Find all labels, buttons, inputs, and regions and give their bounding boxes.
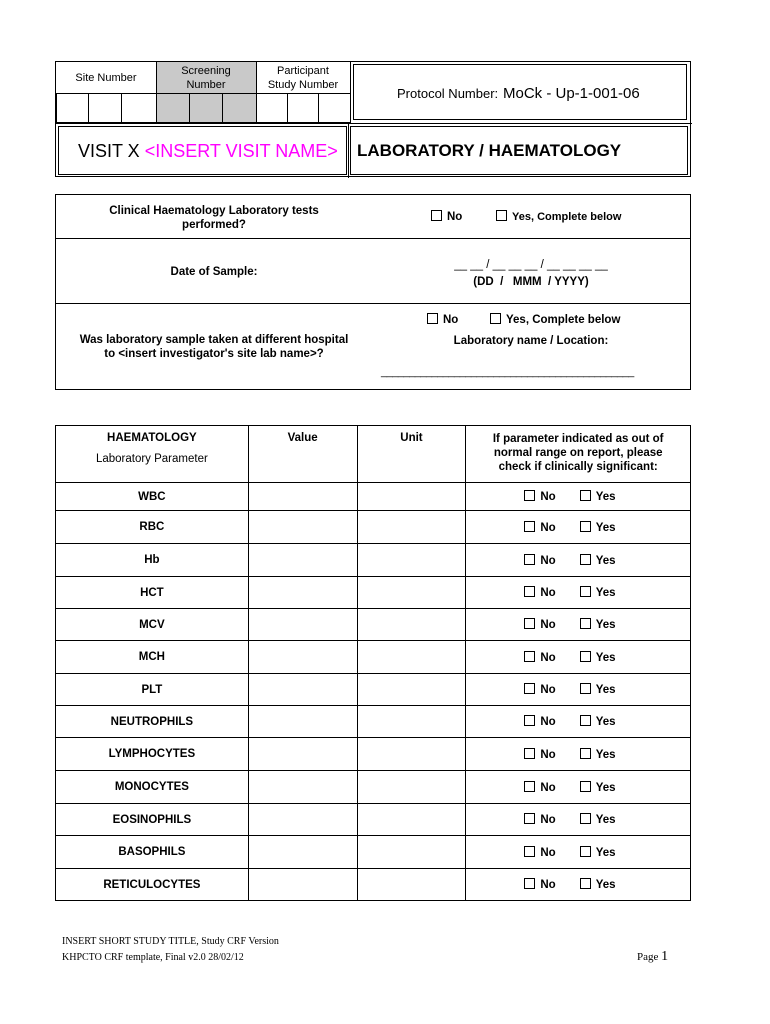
significant-yes-option[interactable] <box>580 491 616 503</box>
yes-label: Yes <box>595 651 616 664</box>
page-label: Page <box>637 951 659 963</box>
significant-yes-option[interactable] <box>580 814 616 826</box>
yes-label: Yes <box>595 587 616 599</box>
significant-no-option[interactable] <box>524 716 555 728</box>
unit-cell[interactable] <box>357 609 466 641</box>
checkbox-icon[interactable] <box>524 878 535 889</box>
checkbox-icon[interactable] <box>580 521 591 532</box>
significant-yes-option[interactable] <box>580 684 616 696</box>
date-of-sample-field[interactable]: __ __ / __ __ __ / __ __ __ __ <box>454 259 608 271</box>
significance-cell <box>466 738 691 771</box>
page-number: 1 <box>661 949 669 964</box>
significance-cell <box>466 836 691 869</box>
no-label: No <box>540 651 556 664</box>
parameter-name: MCV <box>56 609 249 641</box>
no-label: No <box>540 846 556 859</box>
site-number-box-3[interactable] <box>121 93 157 123</box>
value-cell[interactable] <box>248 706 357 738</box>
header-value: Value <box>248 426 357 483</box>
checkbox-icon[interactable] <box>580 846 591 857</box>
significant-yes-option[interactable] <box>580 847 616 859</box>
yes-label: Yes <box>595 846 616 859</box>
footer-study-title: INSERT SHORT STUDY TITLE, Study CRF Version <box>62 936 279 947</box>
value-cell[interactable] <box>248 641 357 674</box>
unit-cell[interactable] <box>357 483 466 511</box>
unit-cell[interactable] <box>357 511 466 544</box>
checkbox-icon[interactable] <box>431 210 442 221</box>
checkbox-icon[interactable] <box>524 586 535 597</box>
no-label: No <box>540 748 556 761</box>
significant-no-option[interactable] <box>524 749 555 761</box>
parameter-name: RBC <box>56 511 249 544</box>
yes-label: Yes <box>595 716 616 728</box>
crf-header <box>55 61 691 177</box>
yes-label: Yes <box>595 491 616 503</box>
unit-cell[interactable] <box>357 869 466 901</box>
significance-cell <box>466 609 691 641</box>
value-cell[interactable] <box>248 804 357 836</box>
footer-page <box>637 949 668 965</box>
no-label: No <box>540 521 556 534</box>
site-number-box-1[interactable] <box>56 93 89 123</box>
unit-cell[interactable] <box>357 544 466 577</box>
participant-number-box-1[interactable] <box>256 93 288 123</box>
value-cell[interactable] <box>248 869 357 901</box>
significance-cell <box>466 771 691 804</box>
table-row <box>56 804 691 836</box>
value-cell[interactable] <box>248 771 357 804</box>
significant-no-option[interactable] <box>524 619 555 631</box>
checkbox-icon[interactable] <box>524 651 535 662</box>
lab-location-label: Laboratory name / Location: <box>453 335 609 347</box>
yes-label: Yes <box>595 554 616 567</box>
yes-label: Yes <box>595 781 616 794</box>
parameter-name: NEUTROPHILS <box>56 706 249 738</box>
header-parameter <box>56 426 249 483</box>
unit-cell[interactable] <box>357 804 466 836</box>
yes-label: Yes <box>595 684 616 696</box>
tests-performed-label: Clinical Haematology Laboratory tests performed? <box>109 205 319 231</box>
value-cell[interactable] <box>248 483 357 511</box>
significant-yes-option[interactable] <box>580 749 616 761</box>
parameter-name: MONOCYTES <box>56 771 249 804</box>
lab-location-field[interactable]: _____________________________________________ <box>381 366 634 378</box>
checkbox-icon[interactable] <box>490 313 501 324</box>
significance-cell <box>466 483 691 511</box>
significant-no-option[interactable] <box>524 782 555 794</box>
significant-no-option[interactable] <box>524 587 555 599</box>
yes-label: Yes <box>595 748 616 761</box>
tests-performed-no[interactable]: No <box>431 210 462 223</box>
parameter-name: Hb <box>56 544 249 577</box>
parameter-name: LYMPHOCYTES <box>56 738 249 771</box>
parameter-name: RETICULOCYTES <box>56 869 249 901</box>
value-cell[interactable] <box>248 738 357 771</box>
visit-prefix: VISIT X <box>78 141 140 161</box>
checkbox-icon[interactable] <box>580 618 591 629</box>
significant-no-option[interactable] <box>524 652 555 664</box>
checkbox-icon[interactable] <box>496 210 507 221</box>
no-label: No <box>540 879 556 891</box>
unit-cell[interactable] <box>357 674 466 706</box>
significant-yes-option[interactable] <box>580 619 616 631</box>
header-param-title: HAEMATOLOGY <box>107 432 197 444</box>
yes-label: Yes <box>595 619 616 631</box>
no-label: No <box>540 619 556 631</box>
checkbox-icon[interactable] <box>524 683 535 694</box>
checkbox-icon[interactable] <box>580 651 591 662</box>
table-header-row <box>56 426 691 483</box>
screening-number-label: Screening Number <box>181 65 231 91</box>
value-cell[interactable] <box>248 674 357 706</box>
table-row <box>56 483 691 511</box>
participant-study-number-label: Participant Study Number <box>267 65 339 91</box>
protocol-box <box>350 62 690 124</box>
checkbox-icon[interactable] <box>580 715 591 726</box>
significance-cell <box>466 544 691 577</box>
significant-yes-option[interactable] <box>580 716 616 728</box>
unit-cell[interactable] <box>357 577 466 609</box>
significance-cell <box>466 511 691 544</box>
no-label: No <box>540 491 556 503</box>
screening-number-box-3[interactable] <box>222 93 257 123</box>
footer-template-version: KHPCTO CRF template, Final v2.0 28/02/12 <box>62 952 244 963</box>
significant-yes-option[interactable] <box>580 522 616 534</box>
no-label: No <box>540 814 556 826</box>
table-row <box>56 836 691 869</box>
checkbox-icon[interactable] <box>524 715 535 726</box>
parameter-name: EOSINOPHILS <box>56 804 249 836</box>
parameter-name: MCH <box>56 641 249 674</box>
significant-yes-option[interactable] <box>580 555 616 567</box>
significant-no-option[interactable] <box>524 522 555 534</box>
parameter-name: WBC <box>56 483 249 511</box>
significance-cell <box>466 674 691 706</box>
checkbox-icon[interactable] <box>580 683 591 694</box>
significant-no-option[interactable] <box>524 879 555 891</box>
no-label: No <box>540 716 556 728</box>
checkbox-icon[interactable] <box>524 813 535 824</box>
significant-yes-option[interactable] <box>580 587 616 599</box>
value-cell[interactable] <box>248 511 357 544</box>
checkbox-icon[interactable] <box>427 313 438 324</box>
protocol-label: Protocol Number: <box>397 86 499 101</box>
table-row <box>56 641 691 674</box>
parameter-name: HCT <box>56 577 249 609</box>
significant-no-option[interactable] <box>524 555 555 567</box>
checkbox-icon[interactable] <box>580 813 591 824</box>
yes-label: Yes <box>595 814 616 826</box>
site-number-box-2[interactable] <box>88 93 122 123</box>
haematology-table <box>55 425 691 901</box>
table-row <box>56 771 691 804</box>
participant-number-box-3[interactable] <box>318 93 351 123</box>
checkbox-icon[interactable] <box>524 490 535 501</box>
significance-cell <box>466 869 691 901</box>
significant-no-option[interactable] <box>524 491 555 503</box>
unit-cell[interactable] <box>357 771 466 804</box>
yes-label: Yes <box>595 879 616 891</box>
checkbox-icon[interactable] <box>580 586 591 597</box>
significance-cell <box>466 706 691 738</box>
different-hospital-yes[interactable]: Yes, Complete below <box>490 313 620 326</box>
table-row <box>56 609 691 641</box>
visit-name-placeholder[interactable]: <INSERT VISIT NAME> <box>144 141 338 161</box>
checkbox-icon[interactable] <box>524 846 535 857</box>
questions-section <box>55 194 691 390</box>
table-row <box>56 511 691 544</box>
significance-cell <box>466 641 691 674</box>
no-label: No <box>540 554 556 567</box>
header-unit: Unit <box>357 426 466 483</box>
significant-no-option[interactable] <box>524 847 555 859</box>
parameter-name: PLT <box>56 674 249 706</box>
no-label: No <box>540 587 556 599</box>
checkbox-icon[interactable] <box>524 521 535 532</box>
checkbox-icon[interactable] <box>580 490 591 501</box>
value-cell[interactable] <box>248 609 357 641</box>
table-row <box>56 674 691 706</box>
different-hospital-label: Was laboratory sample taken at different hospital to <insert investigator's site lab name>? <box>79 334 349 360</box>
significance-cell <box>466 804 691 836</box>
significant-yes-option[interactable] <box>580 879 616 891</box>
different-hospital-no[interactable]: No <box>427 313 458 326</box>
checkbox-icon[interactable] <box>524 781 535 792</box>
site-number-label: Site Number <box>75 72 137 84</box>
screening-number-box-2[interactable] <box>189 93 223 123</box>
checkbox-icon[interactable] <box>580 781 591 792</box>
checkbox-icon[interactable] <box>580 748 591 759</box>
unit-cell[interactable] <box>357 836 466 869</box>
value-cell[interactable] <box>248 544 357 577</box>
significant-no-option[interactable] <box>524 814 555 826</box>
checkbox-icon[interactable] <box>524 748 535 759</box>
checkbox-icon[interactable] <box>580 554 591 565</box>
header-param-subtitle: Laboratory Parameter <box>95 453 208 465</box>
unit-cell[interactable] <box>357 641 466 674</box>
date-format-hint: (DD / MMM / YYYY) <box>473 276 589 288</box>
significance-cell <box>466 577 691 609</box>
checkbox-icon[interactable] <box>524 618 535 629</box>
table-row <box>56 544 691 577</box>
protocol-number: MoCk - Up-1-001-06 <box>503 85 640 102</box>
visit-name <box>78 141 338 162</box>
form-title: LABORATORY / HAEMATOLOGY <box>357 141 622 160</box>
value-cell[interactable] <box>248 836 357 869</box>
table-row <box>56 577 691 609</box>
date-of-sample-label: Date of Sample: <box>170 266 258 278</box>
table-row <box>56 738 691 771</box>
significant-yes-option[interactable] <box>580 652 616 664</box>
significant-yes-option[interactable] <box>580 782 616 794</box>
participant-number-box-2[interactable] <box>287 93 319 123</box>
yes-label: Yes <box>595 521 616 534</box>
unit-cell[interactable] <box>357 738 466 771</box>
value-cell[interactable] <box>248 577 357 609</box>
parameter-name: BASOPHILS <box>56 836 249 869</box>
no-label: No <box>540 684 556 696</box>
screening-number-box-1[interactable] <box>156 93 190 123</box>
tests-performed-yes[interactable]: Yes, Complete below <box>496 210 621 223</box>
no-label: No <box>540 781 556 794</box>
header-significance: If parameter indicated as out of normal range on report, please check if clinically significant: <box>466 426 691 483</box>
table-row <box>56 706 691 738</box>
table-row <box>56 869 691 901</box>
checkbox-icon[interactable] <box>524 554 535 565</box>
significant-no-option[interactable] <box>524 684 555 696</box>
unit-cell[interactable] <box>357 706 466 738</box>
checkbox-icon[interactable] <box>580 878 591 889</box>
